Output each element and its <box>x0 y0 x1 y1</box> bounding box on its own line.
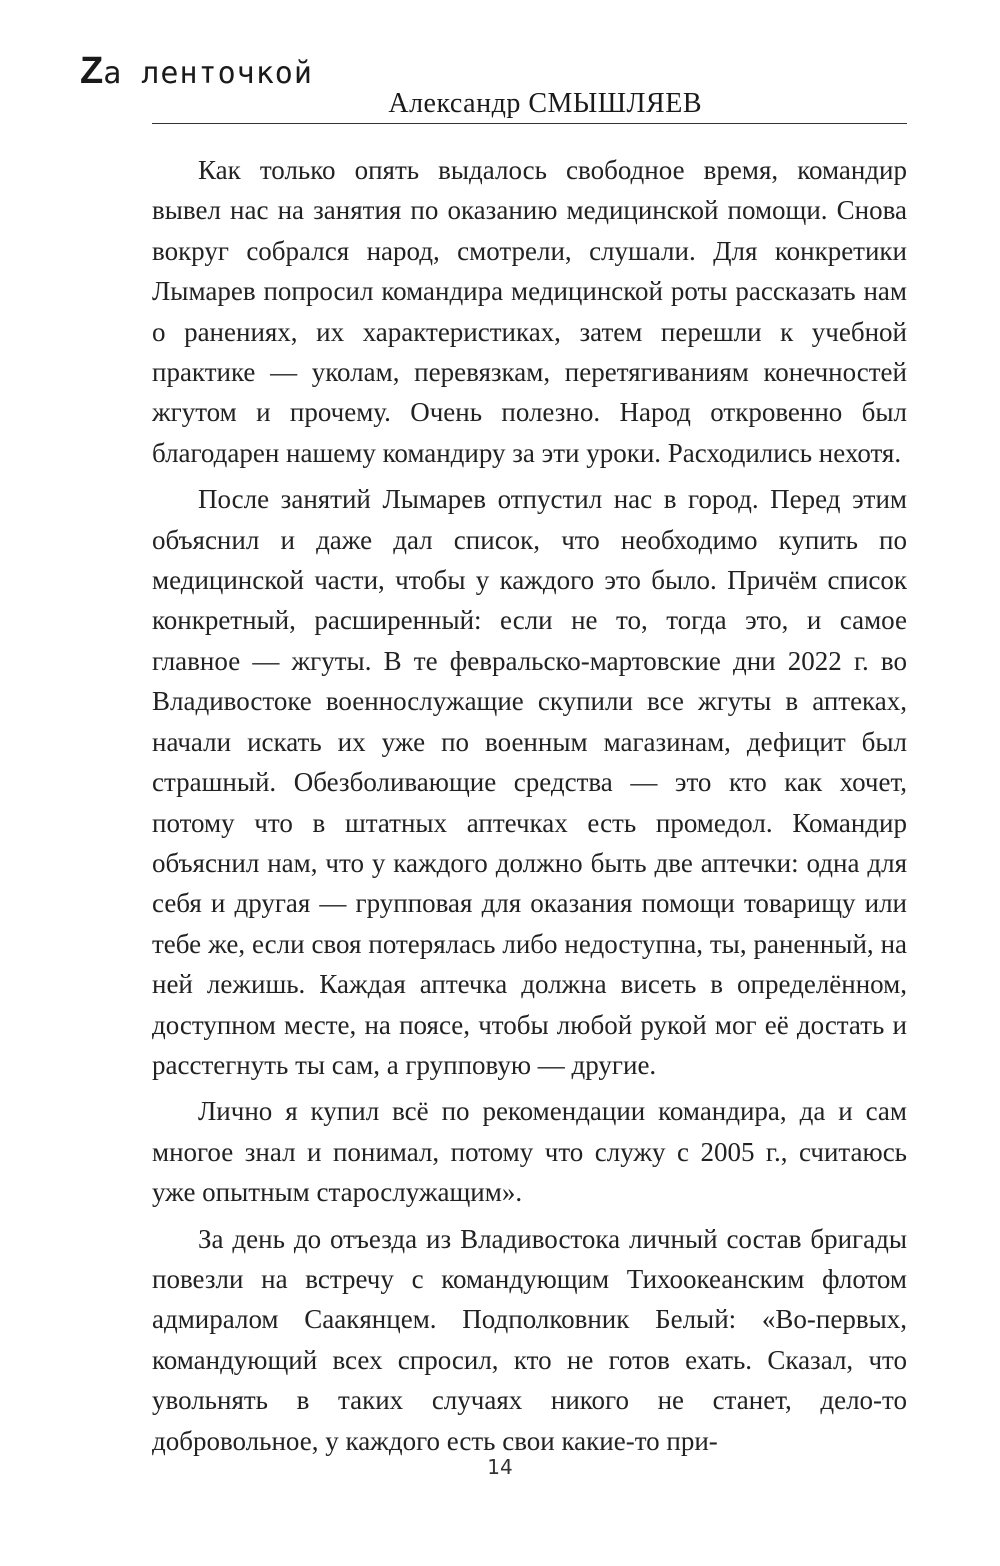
paragraph-3: Лично я купил всё по рекомендации командира, да и сам многое знал и понимал, потому что служу с 2005 г., считаюсь уже опытным старослужащим». <box>152 1096 907 1208</box>
series-title <box>80 50 313 93</box>
paragraph-1: Как только опять выдалось свободное время, командир вывел нас на занятия по оказанию медицинской помощи. Снова вокруг собрался народ, смотрели, слушали. Для конкретики Лымарев попросил командира медицинской роты рассказать нам о ранениях, их характеристиках, затем перешли к учебной практике — уколам, перевязкам, перетягиваниям конечностей жгутом и прочему. Очень полезно. Народ откровенно был благодарен нашему командиру за эти уроки. Расходились нехотя. <box>152 155 907 468</box>
page-number: 14 <box>487 1455 513 1479</box>
paragraph-4: За день до отъезда из Владивостока личный состав бригады повезли на встречу с командующим Тихоокеанским флотом адмиралом Саакянцем. Подполковник Белый: «Во-первых, командующий всех спросил, кто не готов ехать. Сказал, что увольнять в таких случаях никого не станет, дело-то добровольное, у каждого есть свои какие-то при- <box>152 1223 907 1456</box>
author-name: Александр СМЫШЛЯЕВ <box>388 88 702 119</box>
header-divider <box>152 123 907 124</box>
paragraph-2: После занятий Лымарев отпустил нас в город. Перед этим объяснил и даже дал список, что необходимо купить по медицинской части, чтобы у каждого это было. Причём список конкретный, расширенный: если не то, тогда это, и самое главное — жгуты. В те февральско-мартовские дни 2022 г. во Владивостоке военнослужащие скупили все жгуты в аптеках, начали искать их уже по военным магазинам, дефицит был страшный. Обезболивающие средства — это кто как хочет, потому что в штатных аптечках есть промедол. Командир объяснил нам, что у каждого должно быть две аптечки: одна для себя и другая — групповая для оказания помощи товарищу или тебе же, если своя потерялась либо недоступна, ты, раненный, на ней лежишь. Каждая аптечка должна висеть в определённом, доступном месте, на поясе, чтобы любой рукой мог её достать и расстегнуть ты сам, а групповую — другие. <box>152 484 907 1080</box>
series-title-rest: а ленточкой <box>103 56 313 91</box>
body-text <box>152 150 907 1467</box>
series-title-z: Z <box>80 50 104 92</box>
